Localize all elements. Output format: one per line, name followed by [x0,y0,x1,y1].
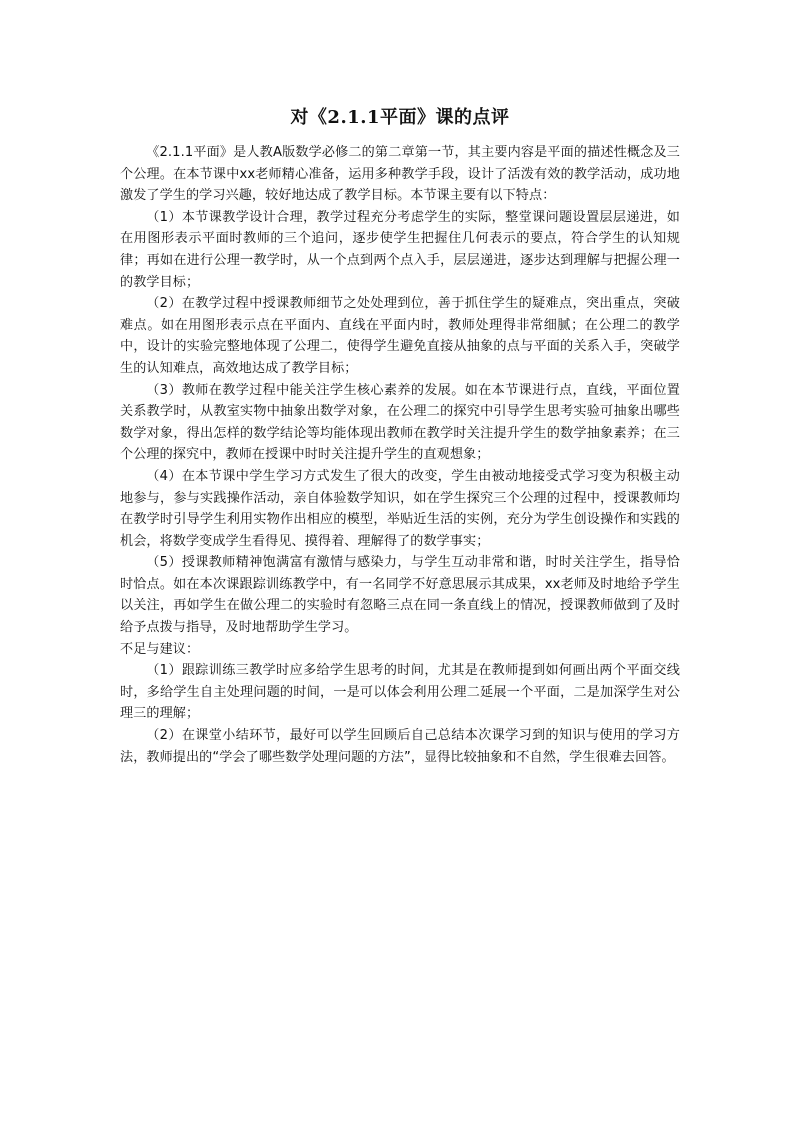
document-title: 对《2.1.1平面》课的点评 [290,107,510,128]
suggestion-paragraph-1: （1）跟踪训练三教学时应多给学生思考的时间，尤其是在教师提到如何画出两个平面交线时，多给学生自主处理问题的时间，一是可以体会利用公理二延展一个平面，二是加深学生对公理三的理解； [120,663,680,722]
suggestion-paragraph-2: （2）在课堂小结环节，最好可以学生回顾后自己总结本次课学习到的知识与使用的学习方法，教师提出的“学会了哪些数学处理问题的方法”，显得比较抽象和不自然，学生很难去回答。 [120,728,680,765]
feature-paragraph-2: （2）在教学过程中授课教师细节之处处理到位，善于抓住学生的疑难点，突出重点，突破难点。如在用图形表示点在平面内、直线在平面内时，教师处理得非常细腻；在公理二的教学中，设计的实验完整地体现了公理二，使得学生避免直接从抽象的点与平面的关系入手，突破学生的认知难点，高效地达成了教学目标； [120,296,680,376]
intro-paragraph: 《2.1.1平面》是人教A版数学必修二的第二章第一节，其主要内容是平面的描述性概念及三个公理。在本节课中xx老师精心准备，运用多种教学手段，设计了活泼有效的教学活动，成功地激发了学生的学习兴趣，较好地达成了教学目标。本节课主要有以下特点： [120,145,680,204]
feature-paragraph-3: （3）教师在教学过程中能关注学生核心素养的发展。如在本节课进行点，直线，平面位置关系教学时，从教室实物中抽象出数学对象，在公理二的探究中引导学生思考实验可抽象出哪些数学对象，得出怎样的数学结论等均能体现出教师在教学时关注提升学生的数学抽象素养；在三个公理的探究中，教师在授课中时时关注提升学生的直观想象； [120,382,680,463]
feature-paragraph-1: （1）本节课教学设计合理，教学过程充分考虑学生的实际，整堂课问题设置层层递进，如在用图形表示平面时教师的三个追问，逐步使学生把握住几何表示的要点，符合学生的认知规律；再如在进行公理一教学时，从一个点到两个点入手，层层递进，逐步达到理解与把握公理一的教学目标； [120,209,680,290]
suggestions-heading: 不足与建议： [120,641,200,657]
feature-paragraph-5: （5）授课教师精神饱满富有激情与感染力，与学生互动非常和谐，时时关注学生，指导恰时恰点。如在本次课跟踪训练教学中，有一名同学不好意思展示其成果，xx老师及时地给予学生以关注，再如学生在做公理二的实验时有忽略三点在同一条直线上的情况，授课教师做到了及时给予点拨与指导，及时地帮助学生学习。 [120,555,680,636]
feature-paragraph-4: （4）在本节课中学生学习方式发生了很大的改变，学生由被动地接受式学习变为积极主动地参与，参与实践操作活动，亲自体验数学知识，如在学生探究三个公理的过程中，授课教师均在教学时引导学生利用实物作出相应的模型，举贴近生活的实例，充分为学生创设操作和实践的机会，将数学变成学生看得见、摸得着、理解得了的数学事实； [120,468,680,549]
document-page [120,104,680,768]
